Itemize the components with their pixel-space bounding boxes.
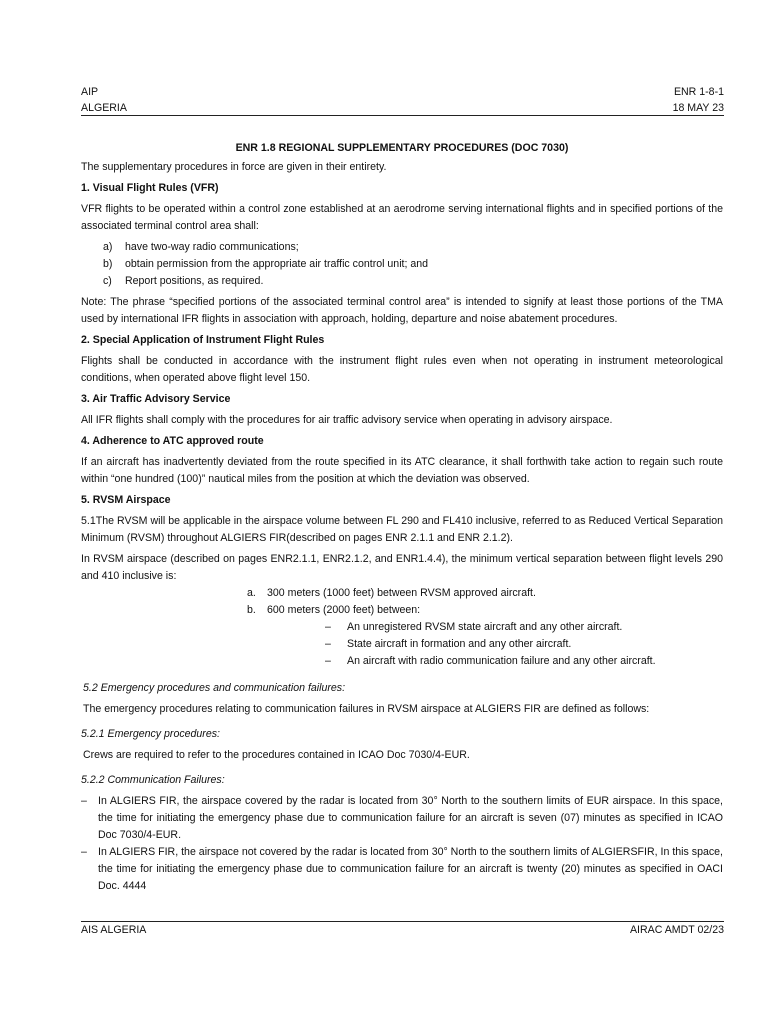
intro-paragraph: The supplementary procedures in force are given in their entirety. bbox=[81, 161, 387, 173]
list-item-text: 300 meters (1000 feet) between RVSM approved aircraft. bbox=[267, 587, 536, 599]
header-country: ALGERIA bbox=[81, 102, 127, 114]
advisory-paragraph: All IFR flights shall comply with the procedures for air traffic advisory service when operating in advisory airspace. bbox=[81, 414, 613, 426]
footer-right: AIRAC AMDT 02/23 bbox=[629, 924, 724, 936]
list-item-text: An aircraft with radio communication failure and any other aircraft. bbox=[347, 655, 656, 667]
footer-left: AIS ALGERIA bbox=[81, 924, 147, 936]
list-item bbox=[81, 653, 723, 670]
list-item-text: An unregistered RVSM state aircraft and any other aircraft. bbox=[347, 621, 623, 633]
list-item bbox=[81, 239, 723, 256]
list-marker: – bbox=[325, 621, 331, 633]
emergency-comm-paragraph: The emergency procedures relating to communication failures in RVSM airspace at ALGIERS FIR are defined as follows: bbox=[83, 703, 650, 715]
list-item-text: 600 meters (2000 feet) between: bbox=[267, 604, 421, 616]
list-marker: – bbox=[81, 846, 87, 858]
subsection-heading-emergency-procedures: 5.2.1 Emergency procedures: bbox=[81, 728, 220, 740]
list-item-text: Report positions, as required. bbox=[125, 275, 264, 287]
section-heading-atc-route: 4. Adherence to ATC approved route bbox=[81, 435, 264, 447]
header-page-ref: ENR 1-8-1 bbox=[673, 86, 724, 98]
header-left bbox=[81, 84, 127, 116]
list-item bbox=[81, 602, 723, 619]
header-publication: AIP bbox=[81, 86, 99, 98]
list-item-text: obtain permission from the appropriate air traffic control unit; and bbox=[125, 258, 429, 270]
vfr-requirements-list bbox=[81, 239, 723, 290]
page-footer bbox=[81, 922, 724, 938]
list-marker: – bbox=[81, 795, 87, 807]
header-date: 18 MAY 23 bbox=[672, 102, 724, 114]
list-item bbox=[81, 636, 723, 653]
page-header bbox=[81, 84, 724, 118]
list-item bbox=[81, 619, 723, 636]
atc-route-paragraph: If an aircraft has inadvertently deviated from the route specified in its ATC clearance, it shall forthwith take action to regain such route within “one hundred (100)” nautical miles from the position at which the deviation was observed. bbox=[81, 456, 723, 485]
rvsm-paragraph-2: In RVSM airspace (described on pages ENR2.1.1, ENR2.1.2, and ENR1.4.4), the minimum vertical separation between flight levels 290 and 410 inclusive is: bbox=[81, 553, 723, 582]
section-heading-ifr: 2. Special Application of Instrument Flight Rules bbox=[81, 334, 325, 346]
emergency-procedures-paragraph: Crews are required to refer to the procedures contained in ICAO Doc 7030/4-EUR. bbox=[83, 749, 470, 761]
list-item bbox=[81, 793, 723, 844]
header-rule bbox=[81, 115, 724, 116]
list-item-text: have two-way radio communications; bbox=[125, 241, 299, 253]
document-body bbox=[81, 140, 723, 895]
list-item-text: In ALGIERS FIR, the airspace covered by the radar is located from 30° North to the southern limits of EUR airspace. In this space, the time for initiating the emergency phase due to communication failure for an aircraft is seven (07) minutes as specified in ICAO Doc 7030/4-EUR. bbox=[98, 795, 723, 841]
subsection-heading-comm-failures: 5.2.2 Communication Failures: bbox=[81, 774, 225, 786]
section-heading-vfr: 1. Visual Flight Rules (VFR) bbox=[81, 182, 219, 194]
list-item bbox=[81, 256, 723, 273]
list-item-text: State aircraft in formation and any other aircraft. bbox=[347, 638, 572, 650]
list-marker: b. bbox=[247, 604, 256, 616]
section-heading-rvsm: 5. RVSM Airspace bbox=[81, 494, 171, 506]
section-heading-advisory: 3. Air Traffic Advisory Service bbox=[81, 393, 231, 405]
page-title: ENR 1.8 REGIONAL SUPPLEMENTARY PROCEDURES (DOC 7030) bbox=[235, 142, 569, 154]
list-item bbox=[81, 273, 723, 290]
list-marker: b) bbox=[103, 258, 113, 270]
list-marker: a. bbox=[247, 587, 256, 599]
list-item-text: In ALGIERS FIR, the airspace not covered by the radar is located from 30° North to the southern limits of ALGIERSFIR, In this space, the time for initiating the emergency phase due to communication failure for an aircraft is twenty (20) minutes as specified in OACI Doc. 4444 bbox=[98, 846, 723, 892]
list-marker: – bbox=[325, 655, 331, 667]
list-item bbox=[81, 585, 723, 602]
list-item bbox=[81, 844, 723, 895]
rvsm-separation-list bbox=[81, 585, 723, 619]
comm-failures-list bbox=[81, 793, 723, 895]
rvsm-paragraph-1: 5.1The RVSM will be applicable in the airspace volume between FL 290 and FL410 inclusive, referred to as Reduced Vertical Separation Minimum (RVSM) throughout ALGIERS FIR(described on pages ENR 2.1.1 and ENR 2.1.2). bbox=[81, 515, 723, 544]
list-marker: c) bbox=[103, 275, 112, 287]
subsection-heading-emergency-comm: 5.2 Emergency procedures and communication failures: bbox=[83, 682, 346, 694]
list-marker: – bbox=[325, 638, 331, 650]
rvsm-2000ft-cases-list bbox=[81, 619, 723, 670]
list-marker: a) bbox=[103, 241, 113, 253]
ifr-paragraph: Flights shall be conducted in accordance with the instrument flight rules even when not operating in instrument meteorological conditions, when operated above flight level 150. bbox=[81, 355, 723, 384]
header-right bbox=[673, 84, 724, 116]
vfr-note: Note: The phrase “specified portions of the associated terminal control area” is intended to signify at least those portions of the TMA used by international IFR flights in association with approach, holding, departure and noise abatement procedures. bbox=[81, 296, 723, 325]
vfr-paragraph: VFR flights to be operated within a control zone established at an aerodrome serving international flights and in specified portions of the associated terminal control area shall: bbox=[81, 203, 723, 232]
